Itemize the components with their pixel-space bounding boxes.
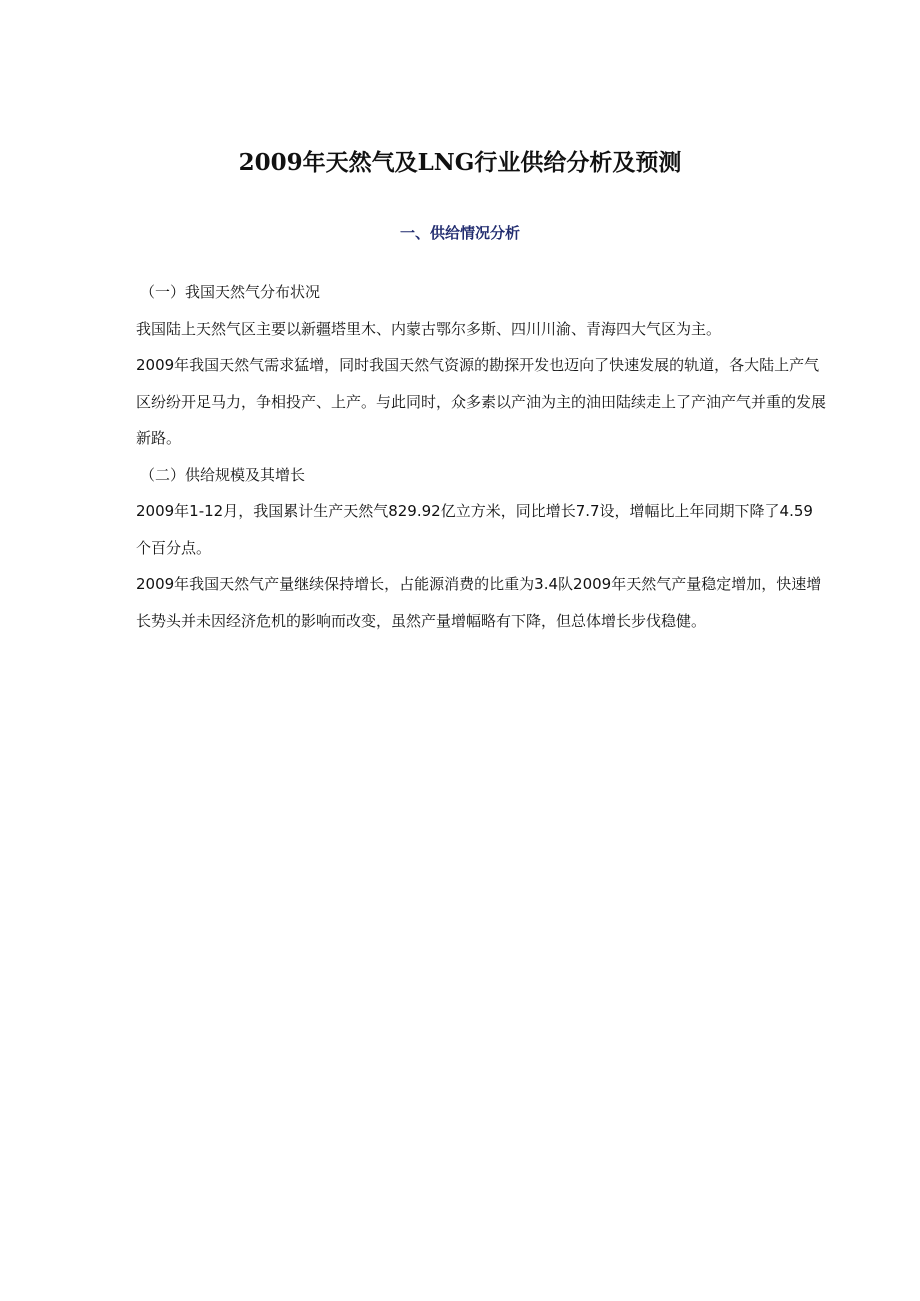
paragraph-gas-regions: 我国陆上天然气区主要以新疆塔里木、内蒙古鄂尔多斯、四川川渝、青海四大气区为主。	[136, 319, 722, 338]
paragraph-production-stats: 2009年1-12月，我国累计生产天然气829.92亿立方米，同比增长7.7设，增幅比上年同期下降了4.59个百分点。	[136, 502, 813, 557]
document-title: 2009年天然气及LNG行业供给分析及预测	[238, 149, 682, 176]
section-heading: 一、供给情况分析	[399, 224, 520, 242]
document-body	[136, 274, 826, 639]
subheading-supply-scale: （二）供给规模及其增长	[140, 465, 306, 484]
paragraph-production-trend: 2009年我国天然气产量继续保持增长，占能源消费的比重为3.4队2009年天然气产量稳定增加，快速增长势头并未因经济危机的影响而改变，虽然产量增幅略有下降，但总体增长步伐稳健。	[136, 575, 822, 630]
subheading-distribution: （一）我国天然气分布状况	[140, 283, 321, 301]
paragraph-demand-growth: 2009年我国天然气需求猛增，同时我国天然气资源的勘探开发也迈向了快速发展的轨道，各大陆上产气区纷纷开足马力，争相投产、上产。与此同时，众多素以产油为主的油田陆续走上了产油产气并重的发展新路。	[136, 356, 827, 447]
